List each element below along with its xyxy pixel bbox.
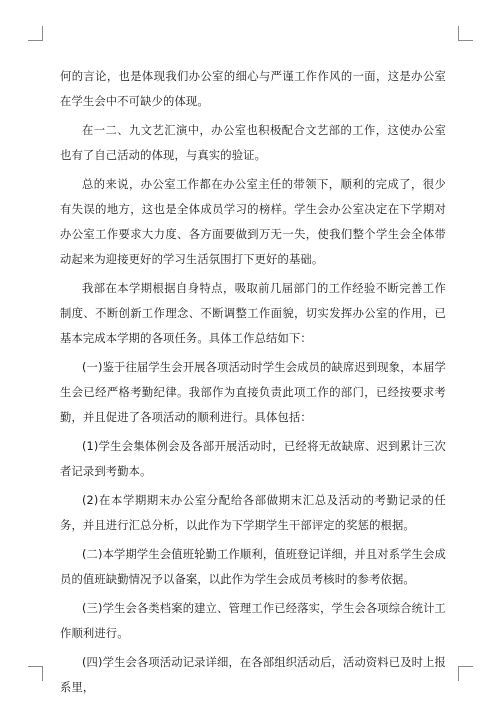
paragraph-9: (三)学生会各类档案的建立、管理工作已经落实，学生会各项综合统计工作顺利进行。 [60,602,446,640]
paragraph-10: (四)学生会各项活动记录详细，在各部组织活动后，活动资料已及时上报系里， [60,656,446,694]
paragraph-5: (一)鉴于往届学生会开展各项活动时学生会成员的缺席迟到现象，本届学生会已经严格考勤纪律。我部作为直接负责此项工作的部门，已经按要求考勤，并且促进了各项活动的顺利进行。具体包括： [60,361,446,424]
paragraph-3: 总的来说，办公室工作都在办公室主任的带领下，顺利的完成了，很少有失误的地方，这也是全体成员学习的榜样。学生会办公室决定在下学期对办公室工作要求大力度、各方面要做到万无一失，使我们整个学生会全体带动起来为迎接更好的学习生活氛围打下更好的基础。 [60,178,446,266]
crop-mark-top-left [28,26,43,41]
document-body [60,64,446,700]
crop-mark-top-right [458,26,473,41]
paragraph-8: (二)本学期学生会值班轮勤工作顺利，值班登记详细，并且对系学生会成员的值班缺勤情况予以备案，以此作为学生会成员考核时的参考依据。 [60,548,446,586]
paragraph-7: (2)在本学期期末办公室分配给各部做期末汇总及活动的考勤记录的任务，并且进行汇总分析，以此作为下学期学生干部评定的奖惩的根据。 [60,494,446,532]
paragraph-6: (1)学生会集体例会及各部开展活动时，已经将无故缺席、迟到累计三次者记录到考勤本。 [60,440,446,478]
paragraph-4: 我部在本学期根据自身特点，吸取前几届部门的工作经验不断完善工作制度、不断创新工作理念、不断调整工作面貌，切实发挥办公室的作用，已基本完成本学期的各项任务。具体工作总结如下： [60,282,446,345]
crop-mark-bottom-left [28,666,43,681]
paragraph-1: 何的言论，也是体现我们办公室的细心与严谨工作作风的一面，这是办公室在学生会中不可缺少的体现。 [60,70,446,108]
paragraph-2: 在一二、九文艺汇演中，办公室也积极配合文艺部的工作，这使办公室也有了自己活动的体现，与真实的验证。 [60,124,446,162]
crop-mark-bottom-right [458,666,473,681]
